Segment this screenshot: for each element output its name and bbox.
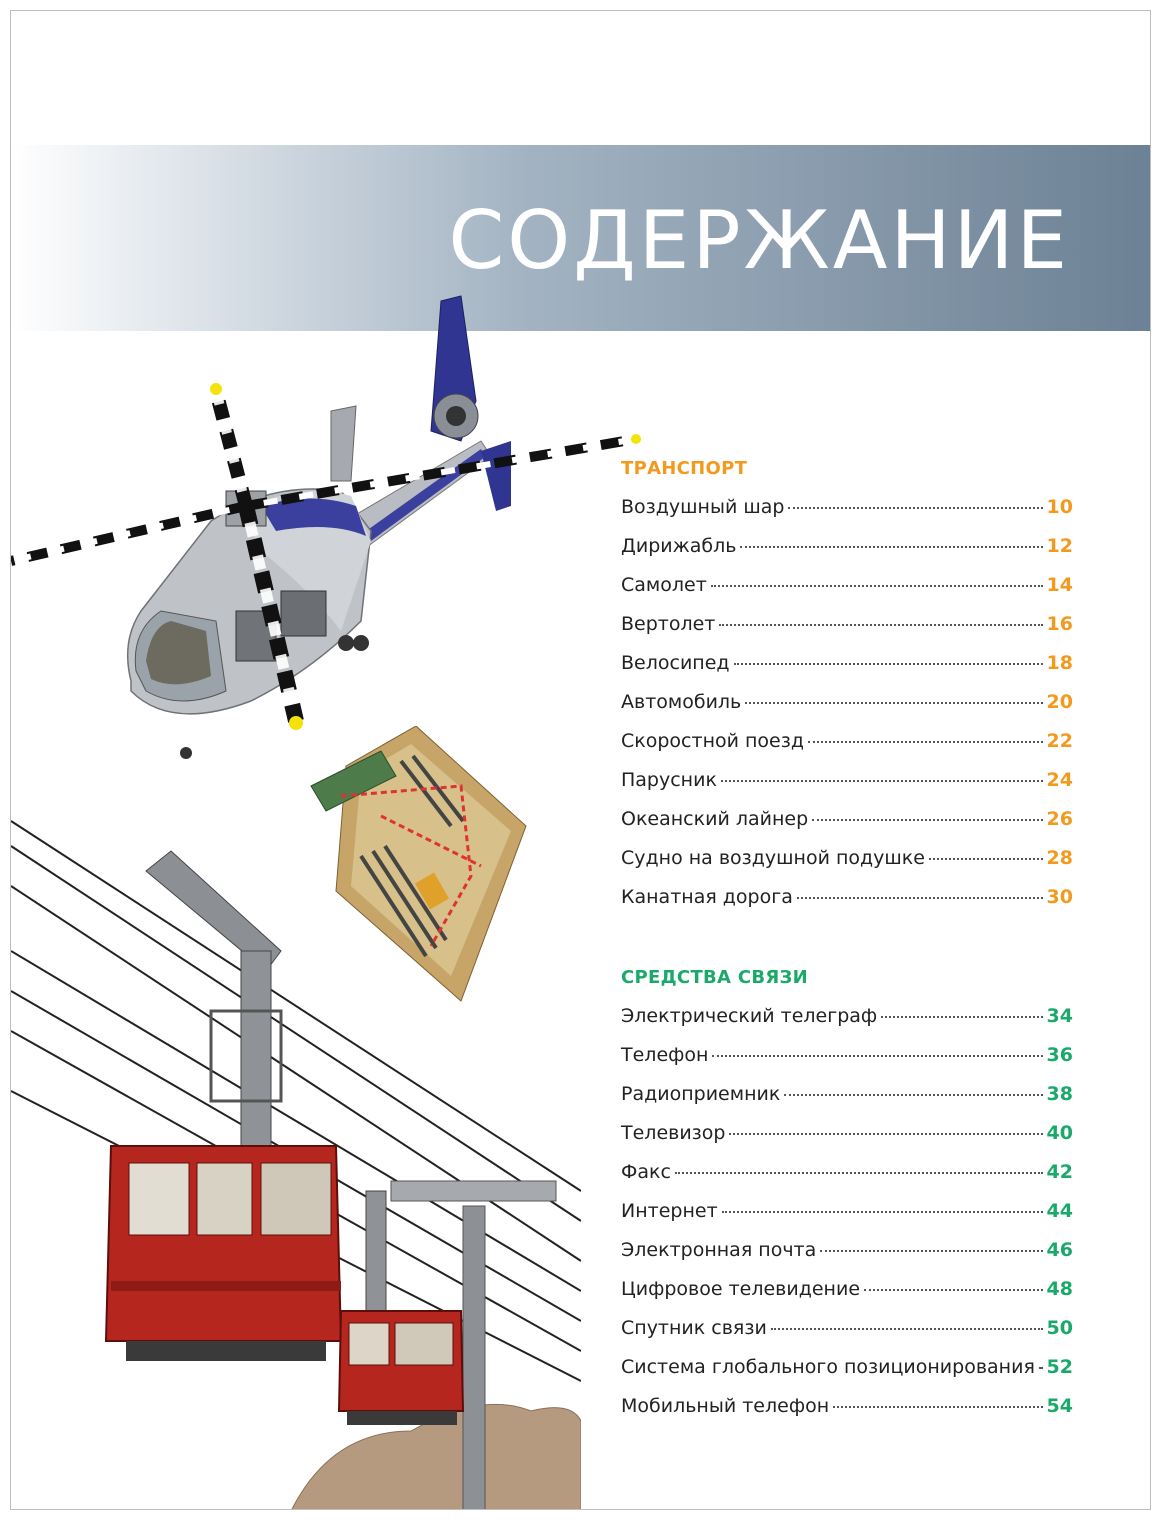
toc-entry-label: Парусник <box>621 769 717 791</box>
dot-leader <box>721 780 1043 782</box>
cable-car-illustration <box>11 791 581 1510</box>
toc-entry-page-number: 24 <box>1046 769 1073 791</box>
dot-leader <box>881 1016 1042 1018</box>
toc-entry-label: Спутник связи <box>621 1317 767 1339</box>
toc-entry-label: Телевизор <box>621 1122 726 1144</box>
toc-entry[interactable] <box>621 847 1073 886</box>
dot-leader <box>745 702 1042 704</box>
toc-entry[interactable] <box>621 652 1073 691</box>
helicopter-illustration <box>11 291 651 771</box>
toc-entry-label: Воздушный шар <box>621 496 785 518</box>
toc-entry[interactable] <box>621 808 1073 847</box>
toc-entry[interactable] <box>621 1161 1073 1200</box>
dot-leader <box>771 1328 1043 1330</box>
toc-entry[interactable] <box>621 1200 1073 1239</box>
toc-entry-label: Система глобального позиционирования <box>621 1356 1035 1378</box>
dot-leader <box>833 1406 1042 1408</box>
toc-entry-page-number: 26 <box>1046 808 1073 830</box>
toc-entry[interactable] <box>621 1083 1073 1122</box>
dot-leader <box>812 819 1042 821</box>
dot-leader <box>729 1133 1042 1135</box>
toc-entry-label: Дирижабль <box>621 535 737 557</box>
toc-entry-page-number: 16 <box>1046 613 1073 635</box>
dot-leader <box>722 1211 1043 1213</box>
dot-leader <box>784 1094 1042 1096</box>
dot-leader <box>788 507 1042 509</box>
dot-leader <box>675 1172 1043 1174</box>
toc-list <box>621 496 1073 925</box>
dot-leader <box>719 624 1042 626</box>
toc-entry-page-number: 46 <box>1046 1239 1073 1261</box>
dot-leader <box>797 897 1043 899</box>
toc-entry-label: Автомобиль <box>621 691 742 713</box>
toc-entry-label: Интернет <box>621 1200 718 1222</box>
dot-leader <box>820 1250 1042 1252</box>
toc-entry-page-number: 52 <box>1046 1356 1073 1378</box>
toc-entry-page-number: 12 <box>1046 535 1073 557</box>
toc-entry-page-number: 22 <box>1046 730 1073 752</box>
toc-list <box>621 1005 1073 1434</box>
toc-section-transport <box>621 456 1073 925</box>
dot-leader <box>734 663 1043 665</box>
toc-entry-page-number: 20 <box>1046 691 1073 713</box>
toc-entry-page-number: 28 <box>1046 847 1073 869</box>
toc-entry[interactable] <box>621 574 1073 613</box>
toc-entry[interactable] <box>621 1395 1073 1434</box>
dot-leader <box>712 1055 1042 1057</box>
toc-entry[interactable] <box>621 535 1073 574</box>
toc-entry-page-number: 44 <box>1046 1200 1073 1222</box>
toc-entry-page-number: 30 <box>1046 886 1073 908</box>
toc-entry-page-number: 42 <box>1046 1161 1073 1183</box>
toc-entry-label: Электронная почта <box>621 1239 817 1261</box>
toc-entry-label: Океанский лайнер <box>621 808 809 830</box>
toc-entry-page-number: 50 <box>1046 1317 1073 1339</box>
toc-entry-label: Телефон <box>621 1044 709 1066</box>
toc-entry-label: Мобильный телефон <box>621 1395 830 1417</box>
toc-entry[interactable] <box>621 886 1073 925</box>
toc-entry[interactable] <box>621 1356 1073 1395</box>
toc-entry-label: Скоростной поезд <box>621 730 804 752</box>
toc-entry-label: Электрический телеграф <box>621 1005 878 1027</box>
toc-entry-page-number: 54 <box>1046 1395 1073 1417</box>
toc-entry-label: Велосипед <box>621 652 730 674</box>
toc-entry[interactable] <box>621 1317 1073 1356</box>
toc-entry-label: Судно на воздушной подушке <box>621 847 925 869</box>
toc-entry-label: Радиоприемник <box>621 1083 781 1105</box>
toc-entry-label: Цифровое телевидение <box>621 1278 861 1300</box>
dot-leader <box>929 858 1043 860</box>
dot-leader <box>740 546 1042 548</box>
toc-entry-page-number: 18 <box>1046 652 1073 674</box>
toc-entry-page-number: 14 <box>1046 574 1073 596</box>
page-title: СОДЕРЖАНИЕ <box>448 194 1070 287</box>
toc-entry-label: Факс <box>621 1161 671 1183</box>
toc-entry-page-number: 38 <box>1046 1083 1073 1105</box>
dot-leader <box>1039 1367 1043 1369</box>
dot-leader <box>711 585 1043 587</box>
toc-entry[interactable] <box>621 691 1073 730</box>
toc-entry-label: Вертолет <box>621 613 716 635</box>
toc-entry[interactable] <box>621 769 1073 808</box>
toc-section-communication <box>621 965 1073 1434</box>
toc-entry[interactable] <box>621 1122 1073 1161</box>
dot-leader <box>808 741 1043 743</box>
section-title: СРЕДСТВА СВЯЗИ <box>621 967 808 988</box>
toc-entry-page-number: 48 <box>1046 1278 1073 1300</box>
toc-entry-page-number: 10 <box>1046 496 1073 518</box>
toc-entry[interactable] <box>621 1239 1073 1278</box>
table-of-contents <box>621 456 1073 1434</box>
toc-entry[interactable] <box>621 496 1073 535</box>
toc-entry[interactable] <box>621 730 1073 769</box>
toc-entry-label: Канатная дорога <box>621 886 793 908</box>
section-title: ТРАНСПОРТ <box>621 458 748 479</box>
toc-entry[interactable] <box>621 613 1073 652</box>
toc-entry[interactable] <box>621 1278 1073 1317</box>
toc-entry[interactable] <box>621 1044 1073 1083</box>
toc-entry-label: Самолет <box>621 574 707 596</box>
toc-entry-page-number: 36 <box>1046 1044 1073 1066</box>
toc-entry-page-number: 40 <box>1046 1122 1073 1144</box>
book-page <box>10 10 1151 1510</box>
toc-entry[interactable] <box>621 1005 1073 1044</box>
toc-entry-page-number: 34 <box>1046 1005 1073 1027</box>
dot-leader <box>864 1289 1043 1291</box>
